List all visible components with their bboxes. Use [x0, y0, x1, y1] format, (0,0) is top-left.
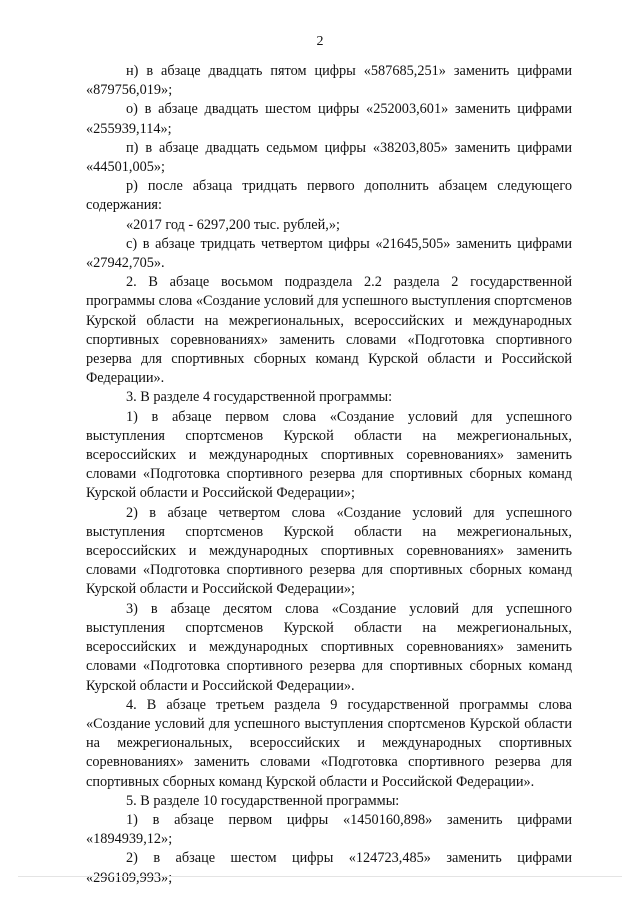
paragraph-item-3-1: 1) в абзаце первом слова «Создание условий для успешного выступления спортсменов Курской области на межрегиональных, всероссийских и международных спортивных соревнованиях» заменить словами «Подготовка спортивного резерва для спортивных сборных команд Курской области и Российской Федерации»;: [86, 408, 572, 502]
paragraph-item-5-1: 1) в абзаце первом цифры «1450160,898» заменить цифрами «1894939,12»;: [86, 811, 572, 848]
paragraph-p: п) в абзаце двадцать седьмом цифры «38203,805» заменить цифрами «44501,005»;: [86, 139, 572, 176]
paragraph-item-5: 5. В разделе 10 государственной программы:: [126, 792, 400, 809]
paragraph-s: с) в абзаце тридцать четвертом цифры «21645,505» заменить цифрами «27942,705».: [86, 235, 572, 272]
paragraph-n: н) в абзаце двадцать пятом цифры «587685,251» заменить цифрами «879756,019»;: [86, 63, 572, 99]
page-number: 2: [316, 34, 324, 49]
paragraph-item-2: 2. В абзаце восьмом подраздела 2.2 раздела 2 государственной программы слова «Создание условий для успешного выступления спортсменов Курской области на межрегиональных, всероссийских и международных спортивных соревнованиях» заменить словами «Подготовка спортивного резерва для спортивных сборных команд Курской области и Российской Федерации».: [86, 274, 572, 387]
paragraph-item-5-2: 2) в абзаце шестом цифры «124723,485» заменить цифрами «296109,993»;: [86, 850, 572, 886]
paragraph-item-3-2: 2) в абзаце четвертом слова «Создание условий для успешного выступления спортсменов Курской области на межрегиональных, всероссийских и международных спортивных соревнованиях» заменить словами «Подготовка спортивного резерва для спортивных сборных команд Курской области и Российской Федерации»;: [86, 504, 572, 598]
document-body: [86, 62, 572, 888]
paragraph-item-3: 3. В разделе 4 государственной программы:: [126, 389, 393, 406]
paragraph-o: о) в абзаце двадцать шестом цифры «252003,601» заменить цифрами «255939,114»;: [86, 101, 572, 137]
paragraph-quote-2017: «2017 год - 6297,200 тыс. рублей,»;: [126, 216, 340, 233]
scan-edge-line: [18, 876, 622, 877]
paragraph-item-4: 4. В абзаце третьем раздела 9 государственной программы слова «Создание условий для успешного выступления спортсменов Курской области на межрегиональных, всероссийских и международных спортивных соревнованиях» заменить словами «Подготовка спортивного резерва для спортивных сборных команд Курской области и Российской Федерации».: [86, 696, 572, 790]
paragraph-item-3-3: 3) в абзаце десятом слова «Создание условий для успешного выступления спортсменов Курской области на межрегиональных, всероссийских и международных спортивных соревнованиях» заменить словами «Подготовка спортивного резерва для спортивных сборных команд Курской области и Российской Федерации».: [86, 600, 572, 694]
paragraph-r: р) после абзаца тридцать первого дополнить абзацем следующего содержания:: [86, 178, 572, 214]
